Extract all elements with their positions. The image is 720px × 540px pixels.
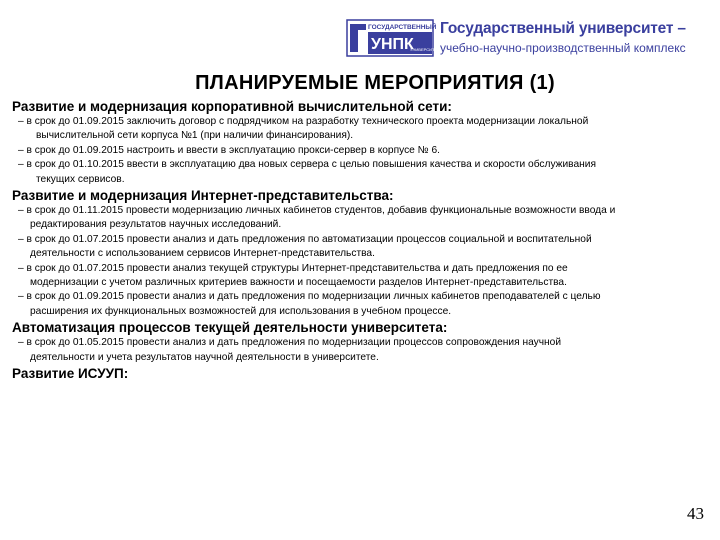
- svg-text:УНИВЕРСИТЕТ: УНИВЕРСИТЕТ: [410, 47, 440, 52]
- list-item: – в срок до 01.09.2015 настроить и ввести в эксплуатацию прокси-сервер в корпусе № 6.: [18, 144, 440, 156]
- section-heading-automation: Автоматизация процессов текущей деятельности университета:: [12, 320, 448, 336]
- list-item: – в срок до 01.07.2015 провести анализ и дать предложения по автоматизации процессов социальной и воспитательной: [18, 233, 592, 245]
- list-item: – в срок до 01.09.2015 заключить договор с подрядчиком на разработку технического проекта модернизации локальной: [18, 116, 589, 127]
- page-title: ПЛАНИРУЕМЫЕ МЕРОПРИЯТИЯ (1): [195, 72, 555, 94]
- list-item: – в срок до 01.05.2015 провести анализ и дать предложения по модернизации процессов сопровождения научной: [18, 337, 562, 349]
- logo-line-2: учебно-научно-производственный комплекс: [440, 41, 686, 55]
- list-item: – в срок до 01.09.2015 провести анализ и дать предложения по модернизации личных кабинетов преподавателей с целью: [18, 291, 601, 303]
- list-item: деятельности с использованием сервисов Интернет-представительства.: [30, 248, 375, 260]
- section-heading-network: Развитие и модернизация корпоративной вычислительной сети:: [12, 99, 452, 114]
- list-item: текущих сервисов.: [36, 173, 125, 185]
- list-item: – в срок до 01.11.2015 провести модернизацию личных кабинетов студентов, добавив функциональные возможности ввода и: [18, 205, 616, 217]
- list-item: модернизации с учетом различных критериев важности и посещаемости разделов Интернет-представительства.: [30, 277, 567, 289]
- section-heading-isuup: Развитие ИСУУП:: [12, 366, 129, 382]
- content: [12, 98, 712, 382]
- logo-line-1: Государственный университет –: [440, 20, 686, 37]
- svg-text:ГОСУДАРСТВЕННЫЙ: ГОСУДАРСТВЕННЫЙ: [368, 24, 437, 31]
- university-emblem-icon: [346, 18, 440, 58]
- list-item: редактирования результатов научных исследований.: [30, 219, 282, 231]
- list-item: деятельности и учета результатов научной деятельности в университете.: [30, 351, 379, 363]
- header-logo: [346, 18, 686, 58]
- list-item: вычислительной сети корпуса №1 (при наличии финансирования).: [36, 130, 354, 142]
- list-item: – в срок до 01.10.2015 ввести в эксплуатацию два новых сервера с целью повышения качества и скорости обслуживания: [18, 159, 596, 171]
- svg-text:УНПК: УНПК: [371, 36, 414, 53]
- list-item: расширения их функциональных возможностей для использования в учебном процессе.: [30, 305, 452, 317]
- page-number: 43: [687, 504, 704, 523]
- logo-text: [440, 20, 686, 55]
- section-heading-website: Развитие и модернизация Интернет-представительства:: [12, 188, 394, 204]
- list-item: – в срок до 01.07.2015 провести анализ текущей структуры Интернет-представительства и дать предложения по ее: [18, 262, 568, 274]
